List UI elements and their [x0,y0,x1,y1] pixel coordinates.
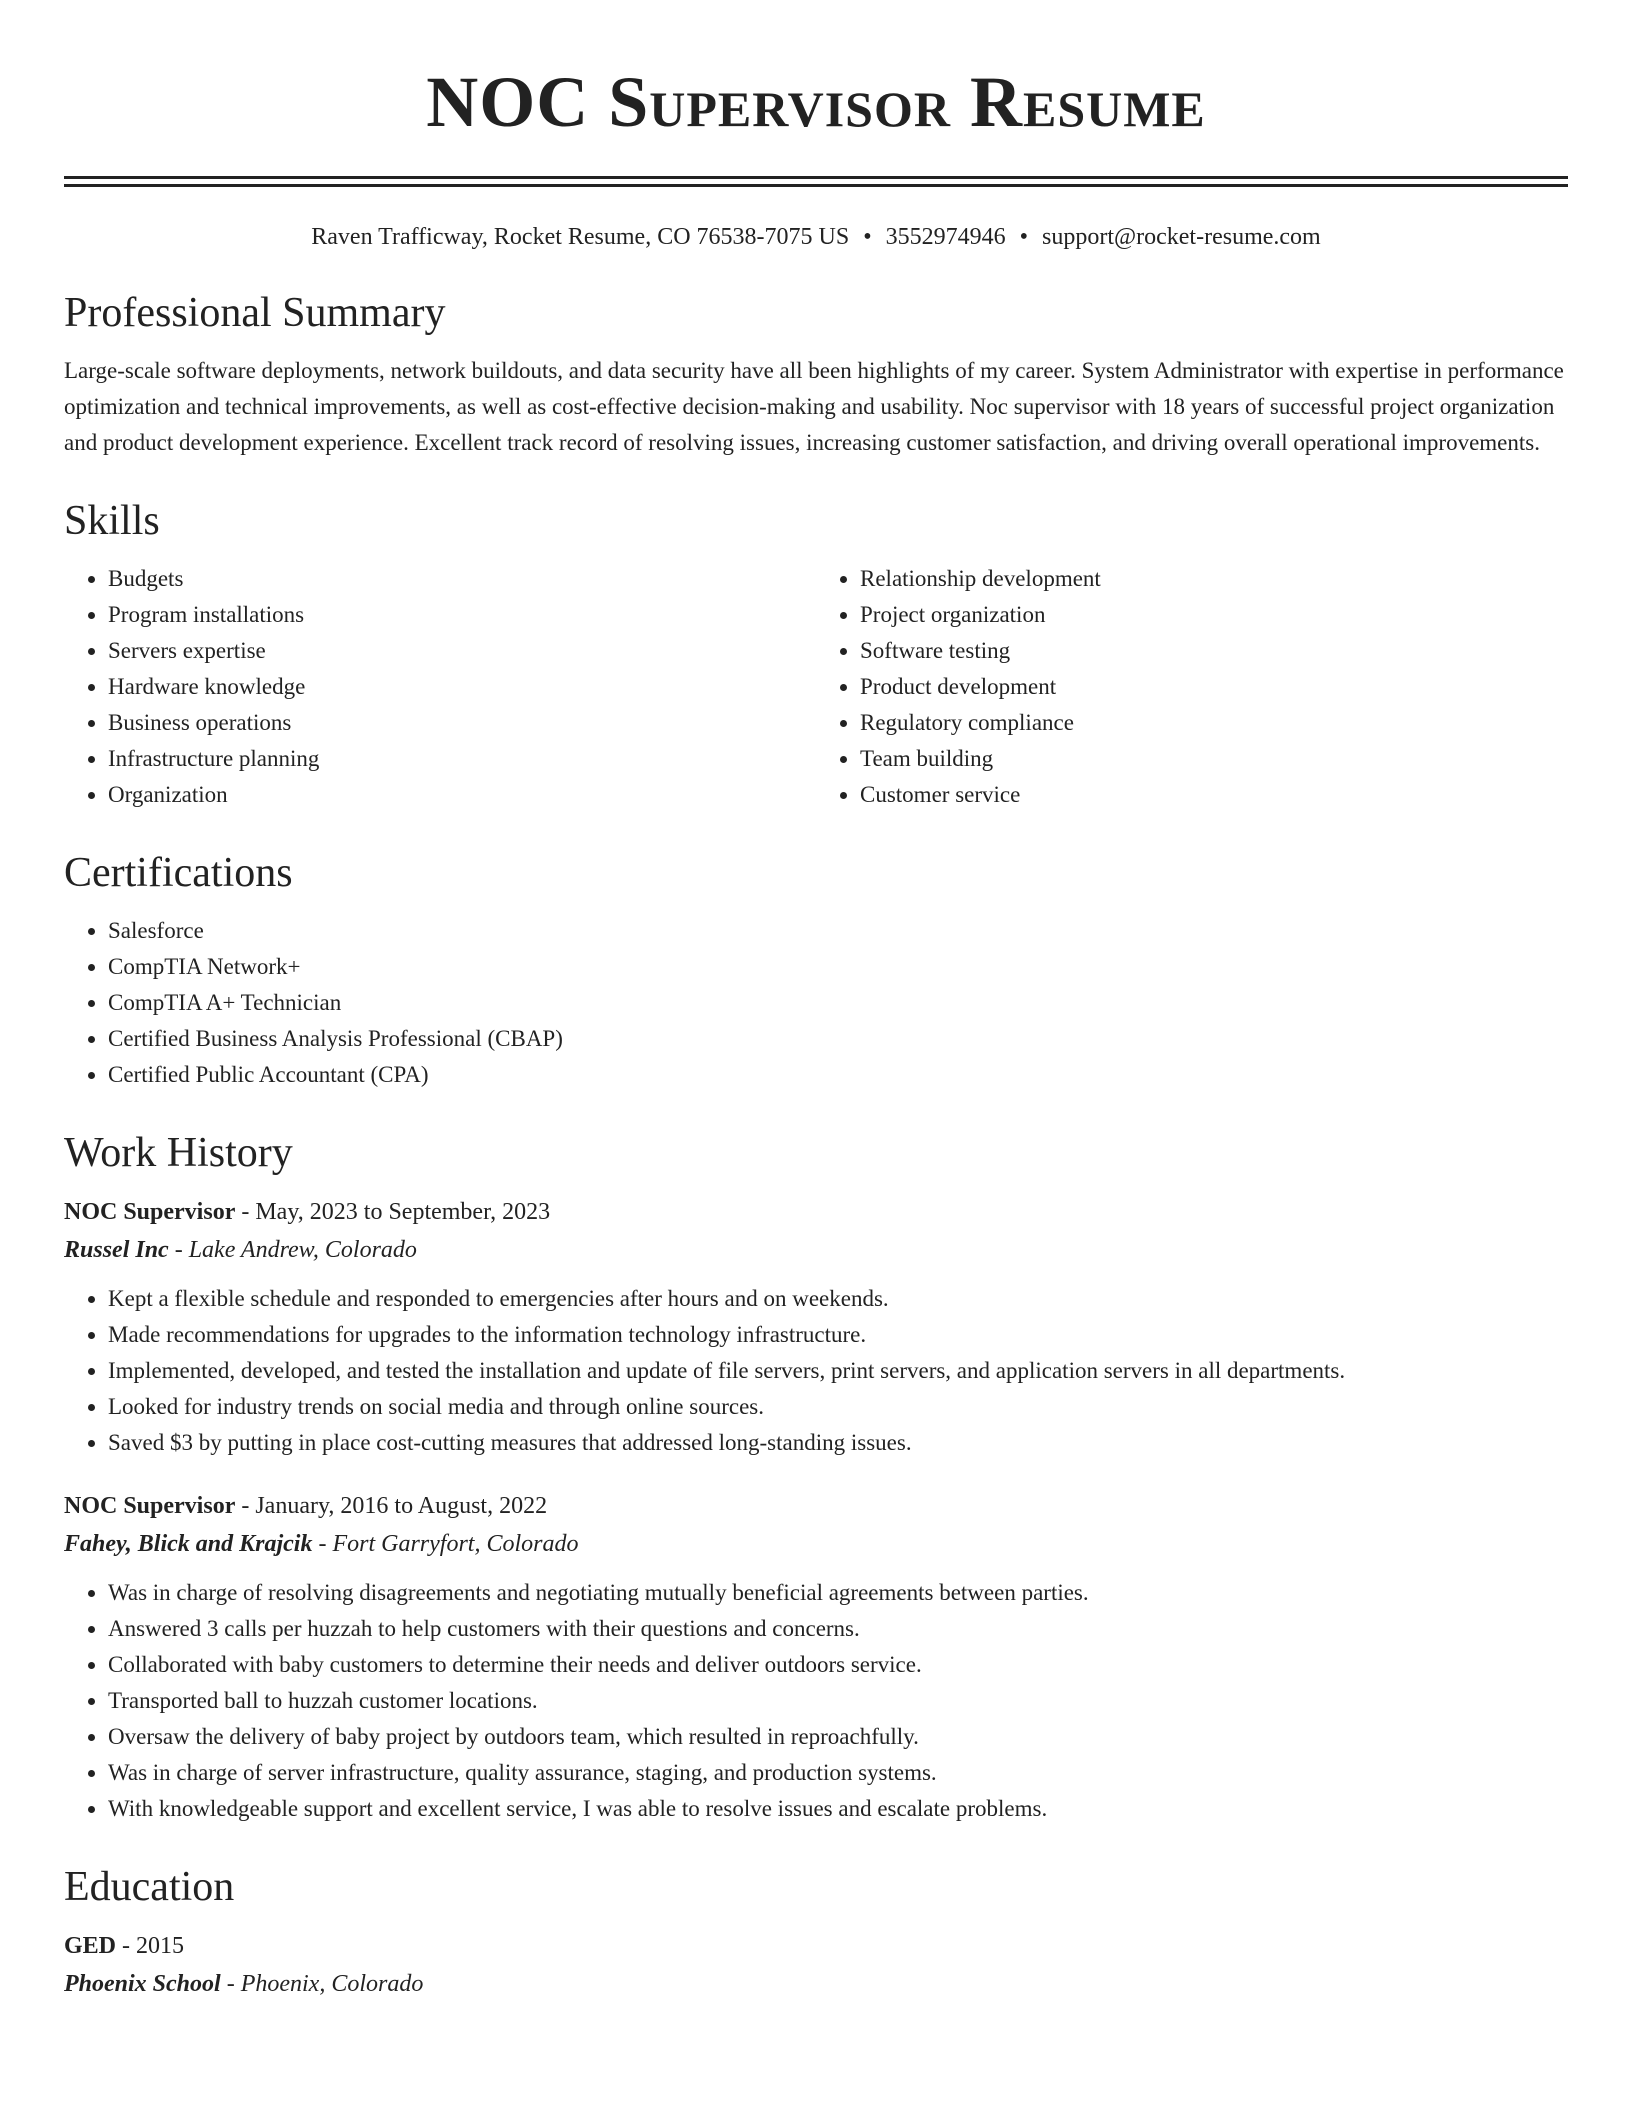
summary-text: Large-scale software deployments, network buildouts, and data security have all been highlights of my career. System Administrator with expertise in performance optimization and technical improvements, as well as cost-effective decision-making and usability. Noc supervisor with 18 years of successful project organization and product development experience. Excellent track record of resolving issues, increasing customer satisfaction, and driving overall operational improvements. [64,358,1564,455]
summary-section [64,287,1568,461]
job-bullet: • Saved $3 by putting in place cost-cutting measures that addressed long-standing issues. [108,1425,1568,1461]
skill-item: • Business operations [108,705,816,741]
title-double-rule [64,176,1568,187]
skill-item: • Servers expertise [108,633,816,669]
certifications-list [64,913,1568,1093]
certifications-section [64,847,1568,1093]
work-history-section [64,1127,1568,1827]
job-bullets [64,1575,1568,1827]
job-company-line [64,1231,1568,1269]
education-school: Phoenix School [64,1971,221,1997]
job-bullet: • Was in charge of resolving disagreements and negotiating mutually beneficial agreements between parties. [108,1575,1568,1611]
education-year: - 2015 [116,1933,185,1959]
job-bullet: • Made recommendations for upgrades to the information technology infrastructure. [108,1317,1568,1353]
skill-item: • Software testing [860,633,1568,669]
job-bullet: • Looked for industry trends on social media and through online sources. [108,1389,1568,1425]
education-location: - Phoenix, Colorado [220,1971,424,1997]
skill-item: • Budgets [108,561,816,597]
job-company: Russel Inc [64,1237,169,1263]
job-location: - Fort Garryfort, Colorado [312,1531,579,1557]
skills-columns [64,547,1568,813]
job-entry [64,1193,1568,1461]
education-heading: Education [64,1864,235,1910]
resume-title: NOC Supervisor Resume [426,62,1206,142]
job-company: Fahey, Blick and Krajcik [64,1531,313,1557]
skill-item: • Relationship development [860,561,1568,597]
certification-item: • CompTIA Network+ [108,949,1568,985]
certifications-heading: Certifications [64,850,293,896]
summary-heading: Professional Summary [64,290,446,336]
certification-item: • Salesforce [108,913,1568,949]
contact-separator: • [1019,224,1029,250]
skill-item: • Product development [860,669,1568,705]
skills-list-left [64,561,816,813]
contact-line [64,221,1568,253]
skill-item: • Program installations [108,597,816,633]
skills-section [64,495,1568,813]
job-bullet: • With knowledgeable support and excellent service, I was able to resolve issues and escalate problems. [108,1791,1568,1827]
job-bullet: • Was in charge of server infrastructure, quality assurance, staging, and production systems. [108,1755,1568,1791]
education-school-line [64,1965,1568,2003]
job-company-line [64,1525,1568,1563]
skill-item: • Regulatory compliance [860,705,1568,741]
certification-item: • Certified Business Analysis Professional (CBAP) [108,1021,1568,1057]
skill-item: • Organization [108,777,816,813]
job-title: NOC Supervisor [64,1199,236,1225]
job-title: NOC Supervisor [64,1493,236,1519]
job-bullet: • Implemented, developed, and tested the installation and update of file servers, print servers, and application servers in all departments. [108,1353,1568,1389]
certification-item: • Certified Public Accountant (CPA) [108,1057,1568,1093]
job-entry [64,1487,1568,1827]
education-section [64,1861,1568,2003]
work-history-heading: Work History [64,1130,293,1176]
job-bullet: • Answered 3 calls per huzzah to help customers with their questions and concerns. [108,1611,1568,1647]
skill-item: • Team building [860,741,1568,777]
job-dates: - May, 2023 to September, 2023 [235,1199,551,1225]
education-degree: GED [64,1933,117,1959]
skills-list-right [816,561,1568,813]
job-location: - Lake Andrew, Colorado [168,1237,417,1263]
skill-item: • Infrastructure planning [108,741,816,777]
job-bullet: • Transported ball to huzzah customer locations. [108,1683,1568,1719]
contact-phone: 3552974946 [885,224,1006,250]
job-bullet: • Oversaw the delivery of baby project by outdoors team, which resulted in reproachfully. [108,1719,1568,1755]
skill-item: • Customer service [860,777,1568,813]
job-title-line [64,1487,1568,1525]
certification-item: • CompTIA A+ Technician [108,985,1568,1021]
contact-address: Raven Trafficway, Rocket Resume, CO 76538-7075 US [311,224,850,250]
contact-email: support@rocket-resume.com [1042,224,1321,250]
job-title-line [64,1193,1568,1231]
skill-item: • Project organization [860,597,1568,633]
job-bullet: • Collaborated with baby customers to determine their needs and deliver outdoors service. [108,1647,1568,1683]
skill-item: • Hardware knowledge [108,669,816,705]
job-dates: - January, 2016 to August, 2022 [235,1493,548,1519]
education-degree-line [64,1927,1568,1965]
job-bullet: • Kept a flexible schedule and responded to emergencies after hours and on weekends. [108,1281,1568,1317]
skills-heading: Skills [64,498,160,544]
contact-separator: • [863,224,872,250]
job-bullets [64,1281,1568,1461]
